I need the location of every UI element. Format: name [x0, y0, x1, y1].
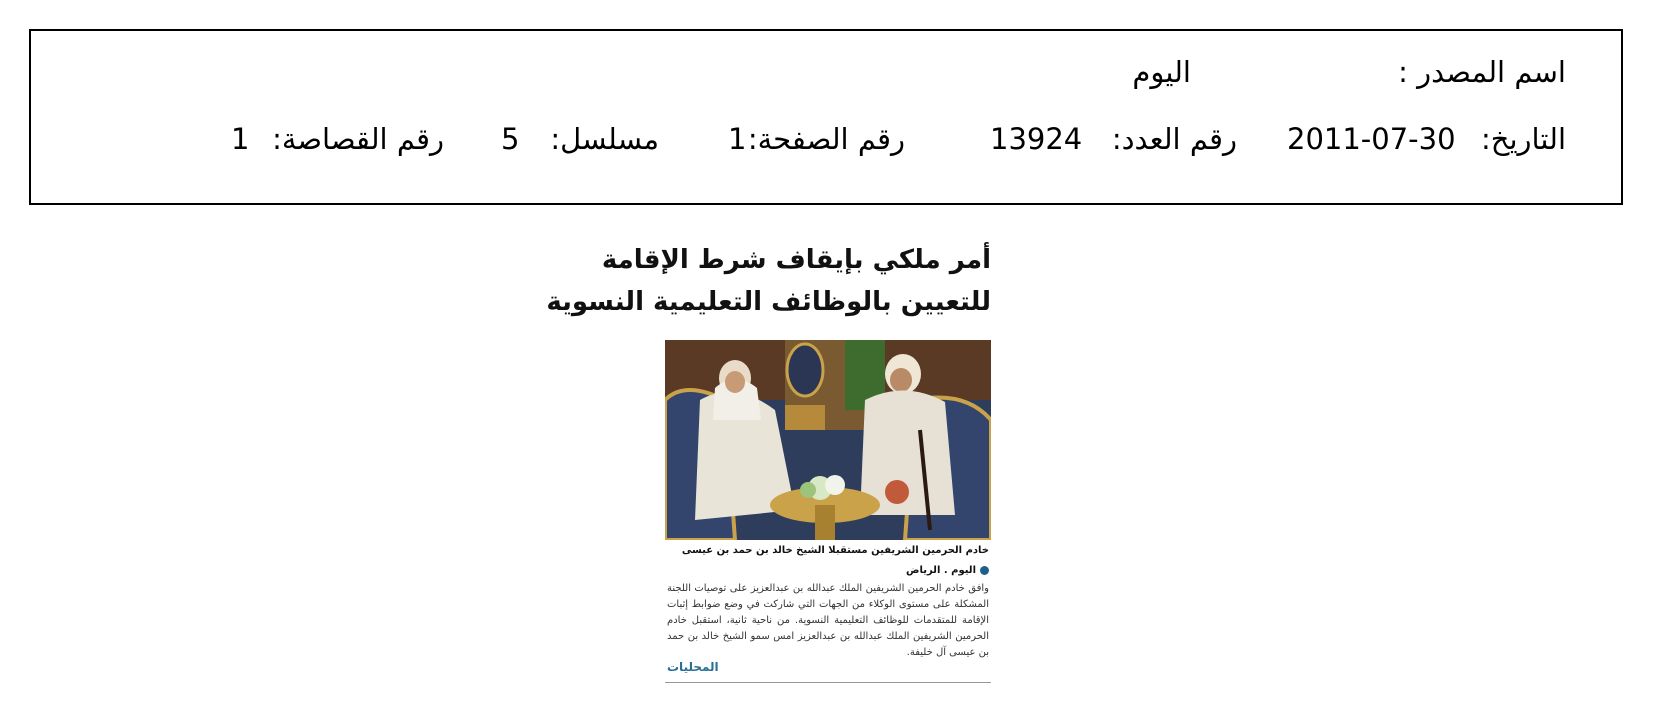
article-headline-line-1: أمر ملكي بإيقاف شرط الإقامة — [601, 245, 991, 275]
photo-caption: خادم الحرمين الشريفين مستقبلا الشيخ خالد بن حمد بن عيسى — [681, 545, 989, 556]
serial-value: 5 — [501, 122, 520, 156]
issue-label: رقم العدد: — [1111, 122, 1237, 156]
clipping-metadata-box — [29, 29, 1623, 205]
page-label: رقم الصفحة: — [747, 122, 905, 156]
newspaper-clipping — [546, 240, 991, 684]
article-headline-line-2: للتعيين بالوظائف التعليمية النسوية — [546, 287, 991, 317]
dateline-bullet-icon — [980, 566, 989, 575]
date-value: 2011-07-30 — [1287, 122, 1456, 156]
dateline-text: اليوم . الرياض — [906, 565, 976, 576]
serial-label: مسلسل: — [550, 122, 659, 156]
page-value: 1 — [728, 122, 747, 156]
clip-number-label: رقم القصاصة: — [272, 122, 444, 156]
source-label: اسم المصدر : — [1398, 55, 1566, 89]
article-body: وافق خادم الحرمين الشريفين الملك عبدالله بن عبدالعزيز على توصيات اللجنة المشكلة على مستوى الوكلاء من الجهات التي شاركت في وضع ضوابط إثبات الإقامة للمتقدمات للوظائف التعليمية النسوية. من ناحية ثانية، استقبل خادم الحرمين الشريفين الملك عبدالله بن عبدالعزيز امس سمو الشيخ خالد بن حمد بن عيسى آل خليفة. — [667, 583, 989, 658]
article-dateline — [906, 565, 989, 576]
issue-value: 13924 — [990, 122, 1083, 156]
date-label: التاريخ: — [1480, 122, 1566, 156]
clip-number-value: 1 — [231, 122, 250, 156]
article-photo — [665, 340, 991, 540]
source-value: اليوم — [1132, 55, 1191, 89]
clipping-bottom-rule — [665, 682, 991, 683]
section-tag: المحليات — [667, 660, 719, 674]
